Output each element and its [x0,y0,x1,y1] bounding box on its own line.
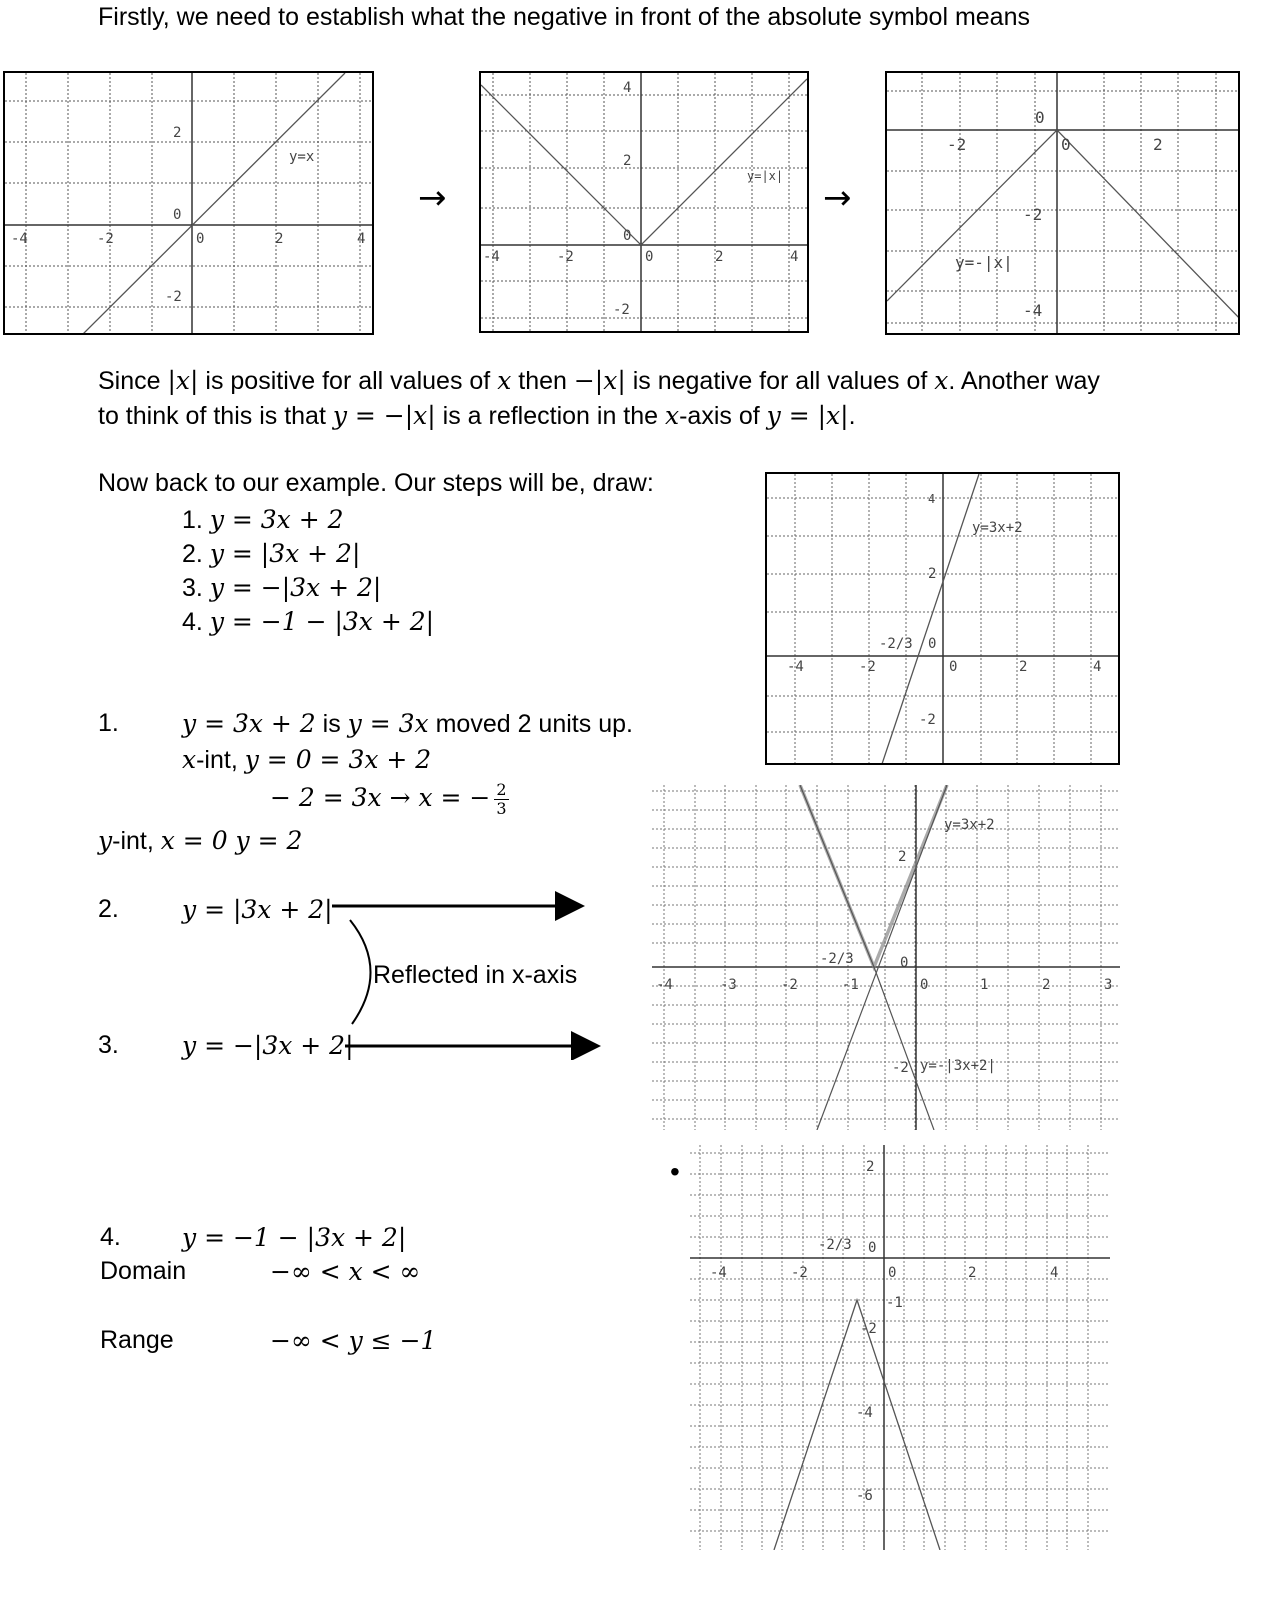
origin-label: 0 [868,1240,877,1256]
step-num: 1. [182,506,203,534]
math-inline: x = 0 y = 2 [160,826,303,855]
math-inline: |x| [167,366,199,395]
math-inline: −|x| [573,366,626,395]
math-inline: y = |x| [766,401,849,430]
tick-y: 0 [623,228,632,244]
work4-num: 4. [100,1223,121,1251]
text-run: Since [98,367,168,395]
line-abs-3x-plus-2 [800,785,947,967]
graph-final [690,1145,1110,1550]
step-num: 4. [182,608,203,636]
graph-abs-x-svg [481,73,809,333]
tick-x: 4 [357,231,366,247]
tick-x: -2 [781,977,798,993]
graph-label: y=|x| [747,169,784,183]
text-run: then [511,367,574,395]
text-run: -int, [196,746,245,774]
intro-text: Firstly, we need to establish what the negative in front of the absolute symbol means [98,3,1030,31]
tick-x: -4 [787,659,804,675]
bullet: • [670,1156,680,1187]
tick-x: -4 [656,977,673,993]
text-run: -int, [112,827,161,855]
tick-x: 0 [1061,135,1071,154]
tick-y: -4 [1023,301,1043,320]
arrow-1: → [418,178,447,218]
math-inline: x [665,401,680,430]
tick-y: -2 [613,302,630,318]
tick-x: 2 [275,231,284,247]
math-inline: y = −|x| [332,401,436,430]
math-inline: −∞ < y ≤ −1 [270,1326,437,1355]
arrow-2: → [823,178,852,218]
tick-y: -2 [860,1321,877,1337]
tick-y: 2 [898,849,907,865]
graph-label: y=x [289,149,315,165]
graph-label: y=-|x| [955,253,1013,272]
tick-x: 2 [968,1265,977,1281]
graph-y-equals-x-svg [5,73,374,335]
graph-label-top: y=3x+2 [944,817,995,833]
tick-y: -6 [856,1488,873,1504]
step-4 [182,604,434,640]
origin-label: 0 [900,955,909,971]
math-inline: x [497,366,512,395]
x-intercept-label: -2/3 [879,636,913,652]
tick-y: 2 [866,1159,875,1175]
line-final [774,1300,940,1550]
tick-x: 0 [888,1265,897,1281]
text-run: is [315,710,348,738]
frac-den: 3 [496,798,507,818]
graph-reflection [652,785,1120,1130]
tick-x: -2 [859,659,876,675]
graph-y-equals-x [3,71,374,335]
step-eq: y = |3x + 2| [209,539,361,568]
math-inline: y [98,826,113,855]
step-eq: y = 3x + 2 [209,505,344,534]
graph-final-svg [690,1145,1110,1550]
math-inline: y = 0 = 3x + 2 [244,745,432,774]
tick-x: 3 [1104,977,1113,993]
tick-x: -2 [947,135,967,154]
tick-x: -3 [720,977,737,993]
fraction [494,781,508,817]
domain-value [270,1254,420,1290]
tick-x: 4 [1093,659,1102,675]
step-2 [182,536,360,572]
work1-yint [98,823,302,859]
tick-y: -4 [856,1405,873,1421]
range-label: Range [100,1326,174,1354]
tick-y: -2 [919,712,936,728]
reflect-label: Reflected in x-axis [373,961,578,989]
text-run: . [848,402,856,430]
step-eq: y = −1 − |3x + 2| [209,607,435,636]
tick-y: 0 [1035,108,1045,127]
graph-label-bottom: y=-|3x+2| [920,1058,996,1074]
math-inline: y = |3x + 2| [182,895,333,924]
x-intercept-label: -2/3 [820,951,854,967]
tick-x: -2 [791,1265,808,1281]
text-run: to think of this is that [98,402,333,430]
math-inline: − 2 = 3x → x = − [270,783,491,812]
reflect-arrows [320,890,610,1060]
graph-reflection-svg [652,785,1120,1130]
work2-eq [182,892,333,928]
range-value [270,1323,436,1359]
tick-x: 0 [645,249,654,265]
tick-y: 2 [623,153,632,169]
tick-y: 4 [623,80,632,96]
text-run: is negative for all values of [625,367,935,395]
work3-num: 3. [98,1031,119,1059]
work1-xint [182,742,431,778]
graph-3x-plus-2 [765,472,1120,765]
tick-x: 4 [1050,1265,1059,1281]
tick-x: -2 [557,249,574,265]
line-y-equals-x [80,73,345,335]
step-num: 2. [182,540,203,568]
tick-y: 2 [928,566,937,582]
math-inline: y = 3x + 2 [182,709,316,738]
tick-x: 2 [1042,977,1051,993]
math-inline: x [182,745,197,774]
graph-neg-abs-x [885,71,1240,335]
frac-num: 2 [496,780,507,800]
step-3 [182,570,381,606]
steps-intro: Now back to our example. Our steps will be, draw: [98,469,654,497]
work1-solve [270,780,509,817]
domain-label: Domain [100,1257,187,1285]
graph-label: y=3x+2 [972,520,1023,536]
tick-x: -4 [11,231,28,247]
reflect-bracket [350,920,371,1024]
tick-y: -1 [886,1295,903,1311]
tick-x: 0 [196,231,205,247]
math-inline: y = −1 − |3x + 2| [182,1223,407,1252]
work4-eq [182,1220,406,1256]
graph-neg-abs-x-svg [887,73,1240,335]
step-num: 3. [182,574,203,602]
step-eq: y = −|3x + 2| [209,573,382,602]
work1-line [182,706,633,742]
tick-x: 1 [980,977,989,993]
tick-y: 0 [173,207,182,223]
math-inline: y = 3x [347,709,429,738]
origin-label: 0 [928,636,937,652]
tick-y: -2 [892,1060,909,1076]
tick-y: -2 [165,289,182,305]
tick-y: 2 [173,125,182,141]
tick-x: 0 [920,977,929,993]
tick-x: -4 [710,1265,727,1281]
tick-y: 4 [928,492,936,506]
work1-num: 1. [98,709,119,737]
line-neg-abs-x [887,130,1240,321]
math-inline: y = −|3x + 2| [182,1031,354,1060]
tick-x: -2 [97,231,114,247]
text-run: is positive for all values of [198,367,498,395]
math-inline: x [934,366,949,395]
tick-x: 0 [949,659,958,675]
tick-x: 2 [1153,135,1163,154]
para-line-2 [98,398,856,434]
text-run: moved 2 units up. [428,710,633,738]
para-line-1 [98,363,1100,399]
tick-x: -4 [483,249,500,265]
graph-3x-plus-2-svg [767,474,1120,765]
graph-abs-x [479,71,809,333]
math-inline: −∞ < x < ∞ [270,1257,421,1286]
tick-x: -1 [842,977,859,993]
tick-x: 2 [1019,659,1028,675]
work2-num: 2. [98,895,119,923]
text-run: -axis of [679,402,767,430]
tick-x: 4 [790,249,799,265]
text-run: is a reflection in the [435,402,665,430]
step-1 [182,502,344,538]
x-intercept-label: -2/3 [818,1237,852,1253]
text-run: . Another way [948,367,1100,395]
tick-x: 2 [715,249,724,265]
tick-y: -2 [1023,205,1043,224]
